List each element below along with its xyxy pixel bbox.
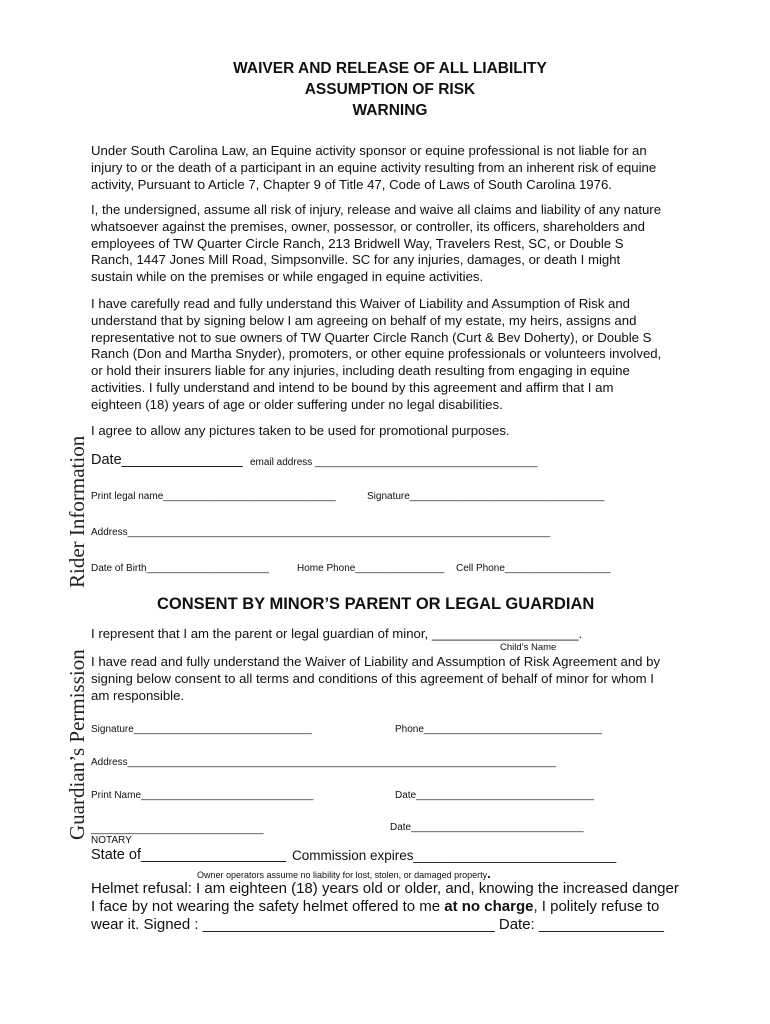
guardian-agree-paragraph	[91, 654, 701, 704]
guardian-print-name-field[interactable]: Print Name_______________________________	[91, 790, 314, 801]
notary-commission-field[interactable]: Commission expires___________________________	[292, 848, 617, 863]
helmet-no-charge-emphasis: at no charge	[444, 898, 534, 915]
paragraph-pictures: I agree to allow any pictures taken to be used for promotional purposes.	[91, 423, 510, 438]
document-title-line-1: WAIVER AND RELEASE OF ALL LIABILITY	[233, 60, 547, 77]
guardian-represent-line[interactable]: I represent that I am the parent or legal guardian of minor, ____________________.	[91, 626, 583, 641]
helmet-text: I face by not wearing the safety helmet offered to me	[91, 898, 445, 915]
notary-state-field[interactable]: State of__________________	[91, 847, 287, 863]
paragraph-line: activities. I fully understand and intend to be bound by this agreement and affirm that I am	[91, 379, 614, 395]
paragraph-line: Under South Carolina Law, an Equine activity sponsor or equine professional is not liable for an	[91, 143, 647, 158]
notary-signature-line[interactable]: _______________________________	[91, 824, 264, 835]
paragraph-understand	[91, 296, 701, 414]
paragraph-line: whatsoever against the premises, owner, possessor, or controller, its officers, shareholders and	[91, 218, 645, 234]
rider-print-name-field[interactable]: Print legal name_______________________________	[91, 491, 336, 502]
rider-home-phone-field[interactable]: Home Phone________________	[297, 563, 445, 574]
paragraph-assume-risk	[91, 202, 701, 286]
paragraph-line: sustain while on the premises or while engaged in equine activities.	[91, 269, 484, 285]
notary-date-field[interactable]: Date_______________________________	[390, 822, 584, 833]
document-title-line-2: ASSUMPTION OF RISK	[304, 81, 476, 98]
paragraph-line: I have read and fully understand the Waiver of Liability and Assumption of Risk Agreement and by	[91, 654, 661, 669]
helmet-refusal-line-1: Helmet refusal: I am eighteen (18) years old or older, and, knowing the increased danger	[91, 880, 679, 897]
paragraph-line: or hold their insurers liable for any injuries, including death resulting from engaging in equine	[91, 363, 630, 379]
paragraph-line: employees of TW Quarter Circle Ranch, 213 Bridwell Way, Travelers Rest, SC, or Double S	[91, 235, 624, 251]
guardian-address-field[interactable]: Address_____________________________________________________________________________	[91, 757, 556, 768]
helmet-refusal-line-2	[91, 898, 659, 916]
paragraph-line: representative not to sue owners of TW Quarter Circle Ranch (Curt & Bev Doherty), or Double S	[91, 329, 652, 345]
owner-liability-note-dot: .	[487, 866, 491, 881]
owner-liability-note	[197, 866, 491, 881]
rider-information-side-label: Rider Information	[65, 435, 89, 588]
paragraph-line: Ranch, 1447 Jones Mill Road, Simpsonville. SC for any injuries, damages, or death I might	[91, 252, 621, 268]
owner-liability-note-text: Owner operators assume no liability for lost, stolen, or damaged property	[197, 870, 488, 880]
guardian-consent-heading: CONSENT BY MINOR’S PARENT OR LEGAL GUARDIAN	[157, 595, 595, 613]
helmet-refusal-signature-line[interactable]: wear it. Signed : ___________________________________ Date: _______________	[91, 916, 665, 933]
notary-label: NOTARY	[91, 835, 132, 846]
guardian-date-field[interactable]: Date________________________________	[395, 790, 595, 801]
paragraph-law	[91, 143, 701, 193]
paragraph-line: activity, Pursuant to Article 7, Chapter 9 of Title 47, Code of Laws of South Carolina 1976.	[91, 176, 612, 192]
document-title-line-3: WARNING	[352, 102, 428, 119]
paragraph-line: Ranch (Don and Martha Snyder), promoters, or other equine professionals or volunteers involved,	[91, 346, 662, 362]
helmet-text: , I politely refuse to	[533, 898, 660, 915]
rider-email-field[interactable]: email address ________________________________________	[250, 457, 538, 468]
paragraph-line: injury to or the death of a participant in an equine activity resulting from an inherent risk of equine	[91, 159, 657, 175]
paragraph-line: am responsible.	[91, 687, 185, 703]
guardian-signature-field[interactable]: Signature________________________________	[91, 724, 312, 735]
paragraph-line: I, the undersigned, assume all risk of injury, release and waive all claims and liability of any nature	[91, 202, 662, 217]
rider-dob-field[interactable]: Date of Birth______________________	[91, 563, 269, 574]
guardian-phone-field[interactable]: Phone________________________________	[395, 724, 602, 735]
guardian-permission-side-label: Guardian’s Permission	[65, 649, 89, 840]
childs-name-caption: Child’s Name	[500, 642, 557, 653]
paragraph-line: eighteen (18) years of age or older suffering under no legal disabilities.	[91, 396, 503, 412]
paragraph-line: I have carefully read and fully understand this Waiver of Liability and Assumption of Risk and	[91, 296, 631, 311]
paragraph-line: understand that by signing below I am agreeing on behalf of my estate, my heirs, assigns and	[91, 312, 637, 328]
rider-address-field[interactable]: Address____________________________________________________________________________	[91, 527, 551, 538]
paragraph-line: signing below consent to all terms and conditions of this agreement of behalf of minor for whom I	[91, 670, 654, 686]
rider-signature-field[interactable]: Signature___________________________________	[367, 491, 605, 502]
rider-date-field[interactable]: Date_______________	[91, 452, 243, 468]
rider-cell-phone-field[interactable]: Cell Phone___________________	[456, 563, 611, 574]
